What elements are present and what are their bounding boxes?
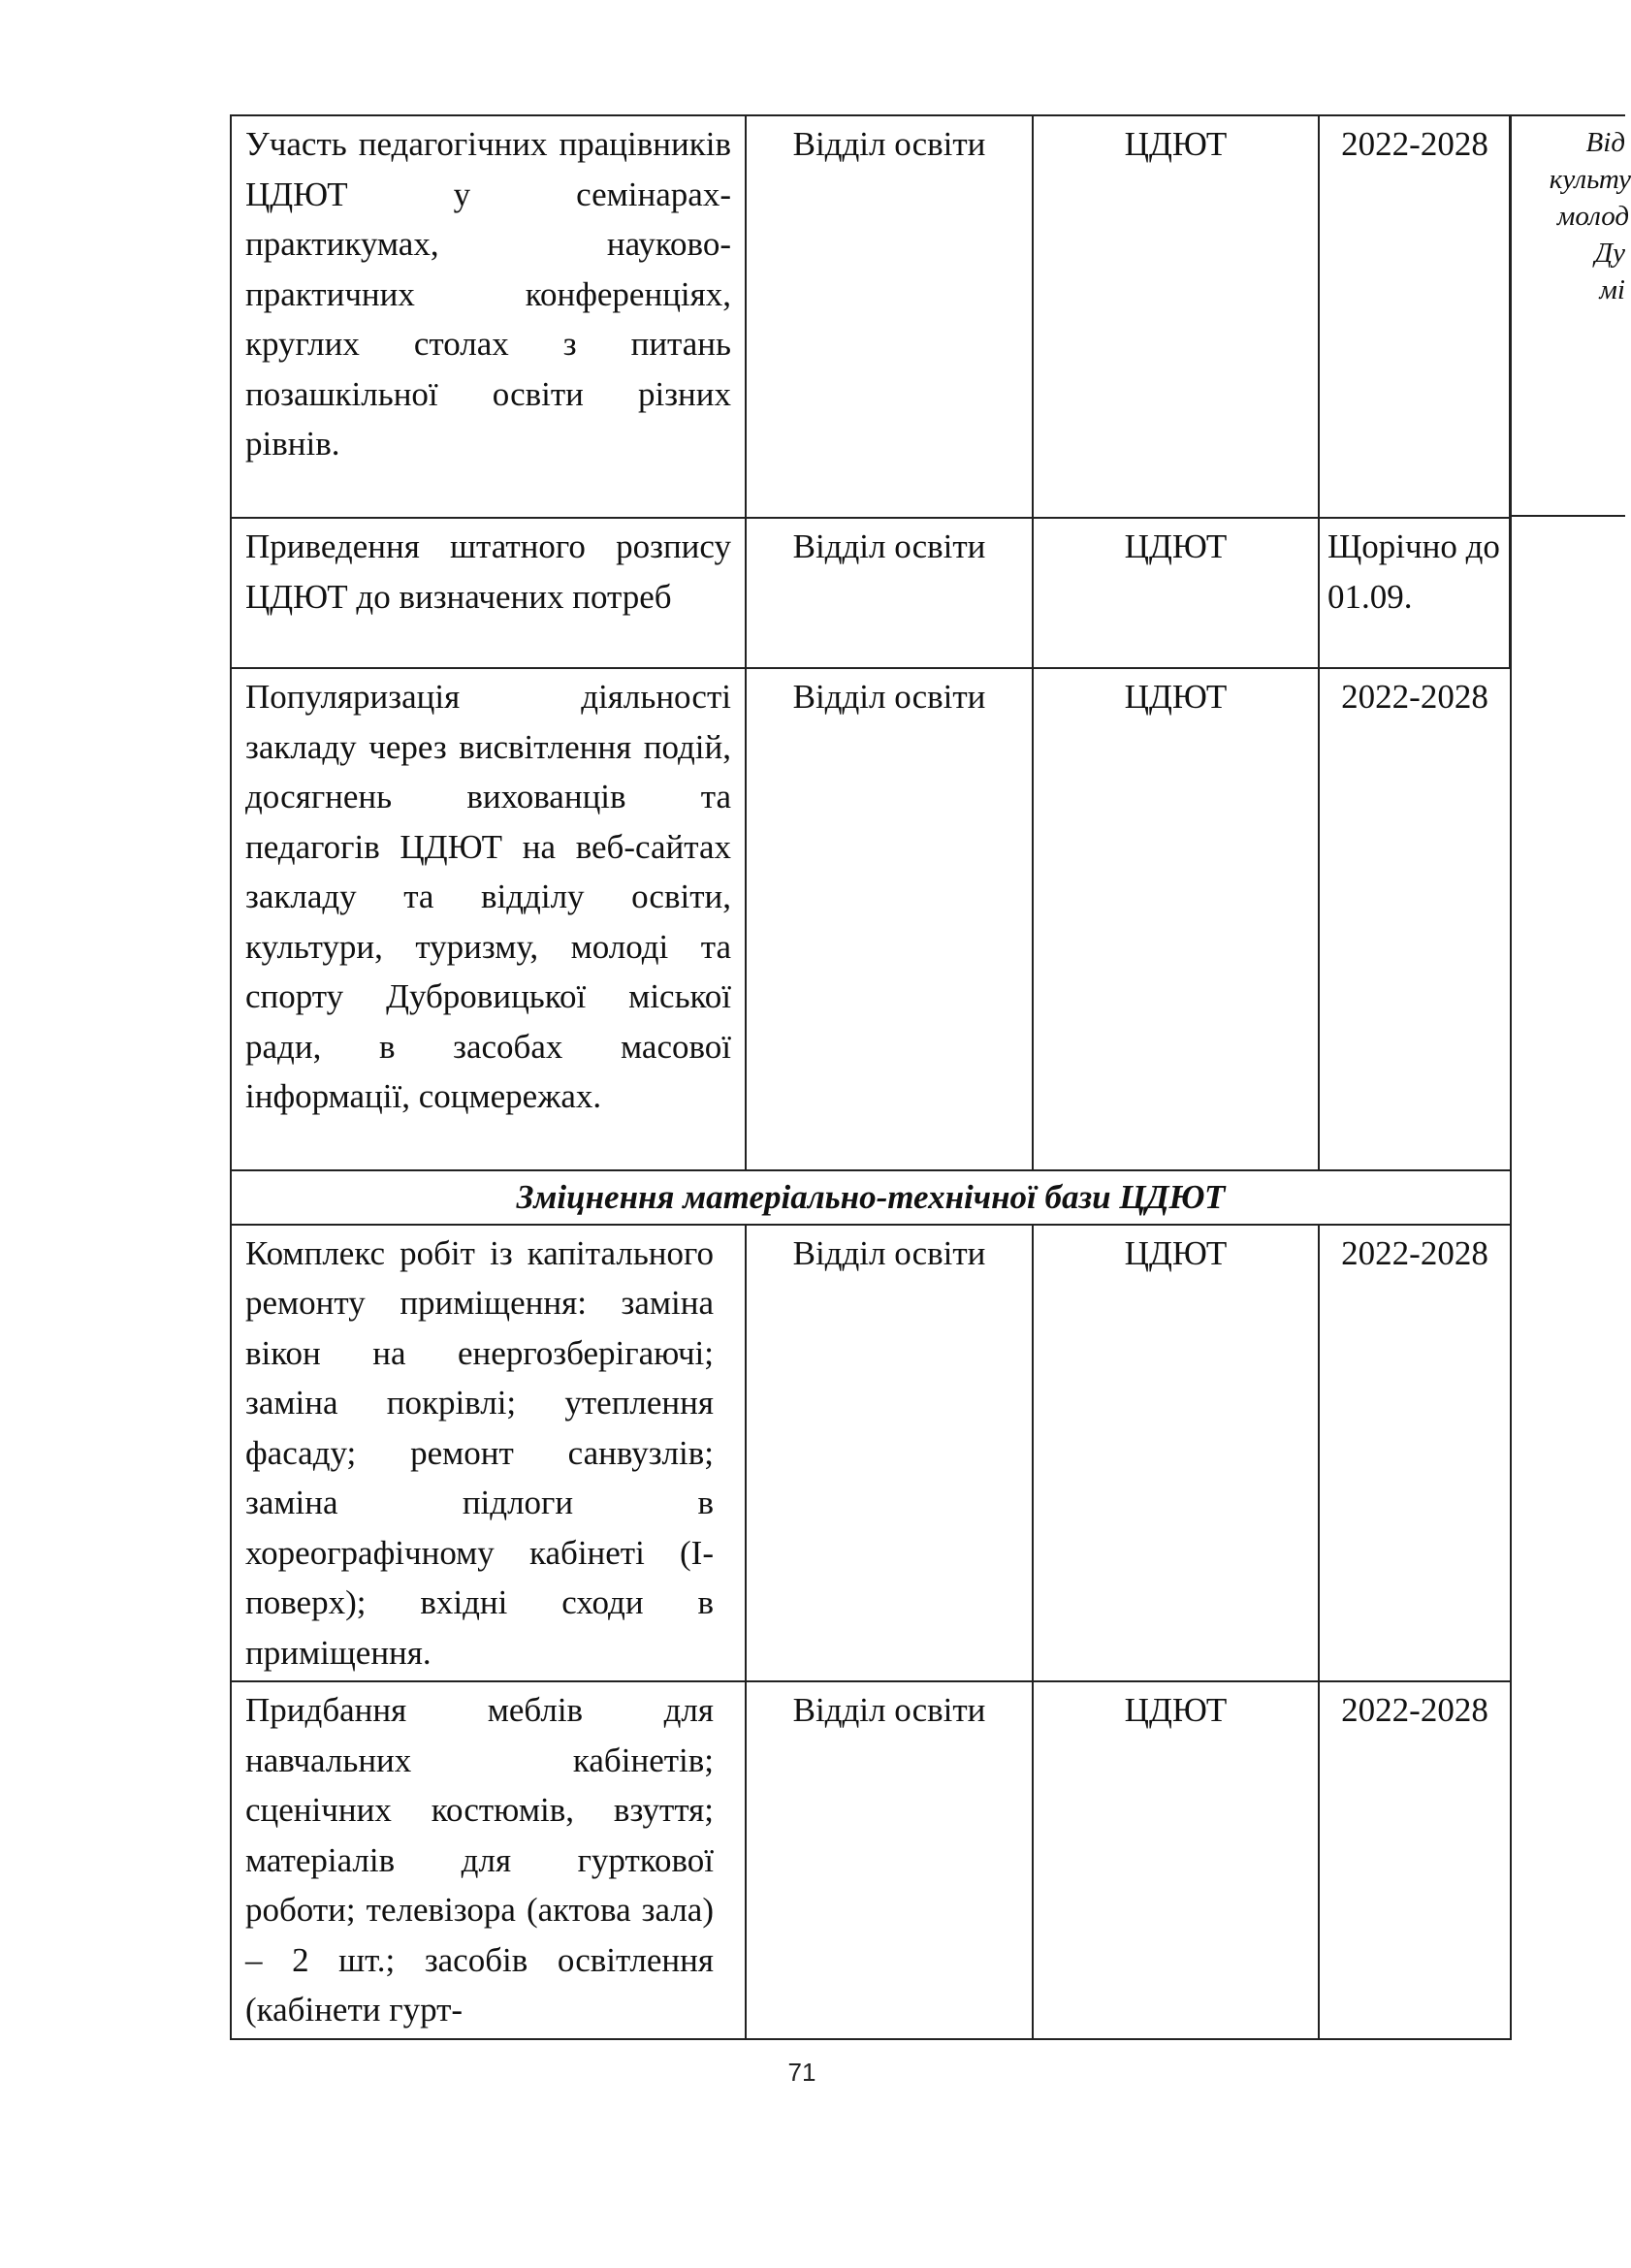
responsible-cell: Відділ освіти [746,1681,1033,2039]
term-cell: 2022-2028 [1319,115,1511,518]
measure-cell: Приведення штатного розпису ЦДЮТ до визначених потреб [231,518,746,668]
table-row [231,1225,1511,1682]
term-cell: Щорічно до 01.09. [1319,518,1511,668]
term-cell: 2022-2028 [1319,1681,1511,2039]
side-text-line: молод [1556,201,1629,232]
executor-cell: ЦДЮТ [1033,1225,1319,1682]
responsible-cell: Відділ освіти [746,115,1033,518]
side-column-text [1511,116,1631,308]
measure-cell: Придбання меблів для навчальних кабінетів; сценічних костюмів, взуття; матеріалів для гурткової роботи; телевізора (актова зала) – 2 шт.; засобів освітлення (кабінети гурт- [231,1681,746,2039]
measure-cell: Участь педагогічних працівників ЦДЮТ у семінарах- практикумах, науково-практичних конференціях, круглих столах з питань позашкільної освіти різних рівнів. [231,115,746,518]
table-row [231,668,1511,1170]
side-text-line: Ду [1594,238,1625,269]
executor-cell: ЦДЮТ [1033,1681,1319,2039]
table-row [231,115,1511,518]
responsible-cell: Відділ освіти [746,668,1033,1170]
side-column-border [1509,517,1625,667]
section-row [231,1170,1511,1225]
executor-cell: ЦДЮТ [1033,668,1319,1170]
side-text-line: культу [1549,164,1631,195]
side-text-line: Від [1585,127,1625,158]
executor-cell: ЦДЮТ [1033,518,1319,668]
measure-cell: Комплекс робіт із капітального ремонту приміщення: заміна вікон на енергозберігаючі; заміна покрівлі; утеплення фасаду; ремонт санвузлів; заміна підлоги в хореографічному кабінеті (І-поверх); вхідні сходи в приміщення. [231,1225,746,1682]
table-row [231,518,1511,668]
term-cell: 2022-2028 [1319,668,1511,1170]
measure-cell: Популяризація діяльності закладу через висвітлення подій, досягнень вихованців та педагогів ЦДЮТ на веб-сайтах закладу та відділу освіти, культури, туризму, молоді та спорту Дубровицької міської ради, в засобах масової інформації, соцмережах. [231,668,746,1170]
table-row [231,1681,1511,2039]
executor-cell: ЦДЮТ [1033,115,1319,518]
responsible-cell: Відділ освіти [746,1225,1033,1682]
plan-table [230,114,1512,2040]
responsible-cell: Відділ освіти [746,518,1033,668]
side-column-fragment [1509,114,1631,517]
page-number: 71 [787,2058,816,2087]
term-cell: 2022-2028 [1319,1225,1511,1682]
section-heading: Зміцнення матеріально-технічної бази ЦДЮТ [231,1170,1511,1225]
side-text-line: мі [1599,274,1625,305]
